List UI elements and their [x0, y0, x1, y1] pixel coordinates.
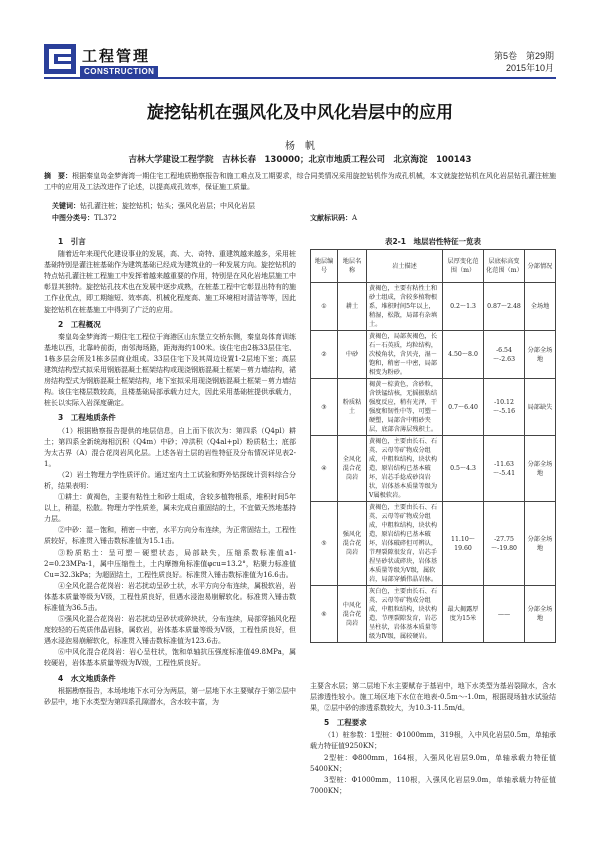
- document-code: [310, 213, 357, 223]
- issue-info: [494, 50, 554, 74]
- table-cell-name: 强风化混合花岗岩: [338, 502, 367, 586]
- author: 杨 帆: [285, 141, 315, 152]
- table-cell-no: ⑥: [311, 586, 338, 643]
- paragraph: ②中砂：湿－饱和，稍密－中密，水平方向分布连续，为正常固结土，工程性质较好，标准贯入锤击数标准值为15.1击。: [44, 526, 296, 546]
- paragraph: ⑥中风化混合花岗岩：岩心呈柱状，饱和单轴抗压强度标准值49.8MPa，属较硬岩，岩体基本质量等级为Ⅳ级，工程性质良好。: [44, 648, 296, 668]
- section-heading: 2 工程概况: [58, 319, 101, 329]
- keywords-label: 关键词：: [52, 202, 80, 210]
- table-header: 层底标高变化范围（m）: [484, 250, 525, 283]
- paragraph: （1）桩参数：1型桩：Φ1000mm，319根，入中风化岩层0.5m，单轴承载力特征值9250KN；: [310, 731, 556, 751]
- keywords-text: 钻孔灌注桩；旋挖钻机；钻头；强风化岩层；中风化岩层: [80, 202, 255, 210]
- table-cell-thick: 0.2～1.3: [443, 283, 484, 331]
- table-row: [311, 379, 556, 436]
- right-column: [310, 681, 556, 797]
- table-cell-elev: ——: [484, 586, 525, 643]
- table-cell-desc: 黄褐色，主要由长石、石英、云母等矿物成分组成，中粗粒结构，块状构造，原岩结构已基本破坏，岩体破碎但可辨认，节理裂隙很发育，岩芯手捏呈砂状或碎块，岩体基本质量等级为Ⅴ级，属软岩，局部穿插伟晶岩脉。: [367, 502, 443, 586]
- issue-date: 2015年10月: [505, 63, 554, 73]
- section-heading: 4 水文地质条件: [58, 673, 116, 683]
- journal-name: 工程管理: [82, 48, 151, 65]
- table-cell-dist: 分部全场地: [525, 331, 556, 379]
- left-column: [44, 233, 296, 708]
- doc-value: A: [352, 214, 358, 222]
- section-heading: 1 引言: [58, 237, 86, 246]
- table-cell-thick: 0.5～4.3: [443, 436, 484, 502]
- abstract: [44, 171, 556, 192]
- paragraph: （1）根据勘察报告提供的地层信息，自上而下依次为：第四系（Q4pl）耕土；第四系全新统海相沉积（Q4m）中砂；冲洪积（Q4al+pl）粉质粘土；底部为太古界（A）混合花岗岩风化层。上述各岩土层的岩性特征及分布情况详见表2-1。: [44, 426, 296, 468]
- keywords: [52, 201, 255, 211]
- table-cell-thick: 最大揭露厚度为15米: [443, 586, 484, 643]
- abstract-label: 摘 要：: [44, 172, 73, 180]
- header-divider: [44, 77, 556, 79]
- table-header: 层厚变化范围（m）: [443, 250, 484, 283]
- table-row: [311, 331, 556, 379]
- table-cell-name: 粉质粘土: [338, 379, 367, 436]
- paragraph: ④全风化混合花岗岩：岩芯扰动呈砂土状，水平方向分布连续，属极软岩，岩体基本质量等级为Ⅴ级，工程性质良好，但遇水浸泡易崩解软化。标准贯入锤击数标准值为36.5击。: [44, 581, 296, 612]
- journal-logo: [44, 44, 76, 74]
- paragraph: ⑤强风化混合花岗岩：岩芯扰动呈砂状或碎块状，分布连续，局部穿插风化程度较轻的石英质伟晶岩脉，属软岩，岩体基本质量等级为Ⅴ级，工程性质良好，但遇水浸泡易崩解软化，标准贯入锤击数标准值为123.6击。: [44, 615, 296, 646]
- clc-value: TL372: [94, 214, 117, 222]
- table-cell-desc: 黄褐色，局部灰褐色，长石－石英质，均粒结构，次棱角状，含贝壳，湿－饱和，稍密－中密，局部相变为粉砂。: [367, 331, 443, 379]
- table-header: 分部情况: [525, 250, 556, 283]
- table-cell-elev: 0.87～2.48: [484, 283, 525, 331]
- paragraph: ①耕土：黄褐色，主要有粘性土和砂土组成，含较多植物根系，堆积时间5年以上，稍湿，松散。物理力学性质差，属未完成自重固结的土，不宜做天然地基持力层。: [44, 493, 296, 524]
- paragraph: 2型桩：Φ800mm，164根，入强风化岩层9.0m，单轴承载力特征值5400KN；: [310, 753, 556, 773]
- journal-name-en: CONSTRUCTION: [80, 66, 158, 77]
- paragraph: （2）岩土物理力学性质评价。通过室内土工试验和野外钻探统计资料综合分析，结果表明：: [44, 470, 296, 490]
- table-cell-dist: 分部全场地: [525, 586, 556, 643]
- strata-table: [310, 249, 556, 643]
- table-cell-desc: 黄褐色，主要由长石、石英、云母等矿物成分组成，中粗粒结构，块状构造，原岩结构已基本破坏，岩芯手捻成砂岗岩状，岩体基本质量等级为Ⅴ属极软岩。: [367, 436, 443, 502]
- table-header: 岩土描述: [367, 250, 443, 283]
- clc-number: [52, 213, 117, 223]
- table-cell-no: ④: [311, 436, 338, 502]
- table-cell-elev: -11.63～-5.41: [484, 436, 525, 502]
- paragraph: 秦皇岛金梦海湾一期住宅工程位于海港区山东堡立交桥东侧，秦皇岛体育训练基地以西，北靠岭前街，南邻海场路，距海海约100米。该住宅由2栋33层住宅、1栋多层会所及1栋多层商业组成。33层住宅下及其周边设置1-2层地下室；高层建筑结构型式拟采用钢筋混凝土框架结构或现浇钢筋混凝土框架－剪力墙结构，裙房结构型式为钢筋混凝土框架结构，地下室拟采用现浇钢筋混凝土框架－剪力墙结构。该住宅楼层数较高，且楼基础局部承载力过大，因此采用基础桩提供承载力，桩长以实际入岩深度确定。: [44, 332, 296, 408]
- table-cell-desc: 黄褐色，主要有粘性土和砂土组成，含较多植物根系，堆积时间5年以上，稍湿，松散，局部有杂填土。: [367, 283, 443, 331]
- table-header-row: [311, 250, 556, 283]
- paragraph: 3型桩：Φ1000mm，110根，入强风化岩层9.0m，单轴承载力特征值7000KN；: [310, 775, 556, 795]
- abstract-text: 根据秦皇岛金梦海湾一期住宅工程地质勘察报告和施工难点及工期要求，综合同类情况采用旋挖钻机作为成孔机械，本文就旋挖钻机在风化岩层钻孔灌注桩施工中的应用及工法改进作了论述，以提高成孔效率，保证施工质量。: [44, 172, 557, 191]
- section-heading: 5 工程要求: [324, 718, 367, 728]
- paragraph: 随着近年来现代化建设事业的发展，高、大、奇特、重建筑越来越多，采用桩基础特别是灌注桩基础作为建筑基础已经成为建筑业的一种发展方向。旋挖钻机的特点钻孔灌注桩工程施工中发挥着越来越重要的作用，特别是在风化岩地层施工中彰显其独特。旋挖钻孔技术也在发展中逐步成熟，在桩基工程中它彰显出特有的施工作业优点，即工期缩短、效率高、机械化程度高、施工环境相对清洁等等，因此旋挖钻机在桩基施工中得到了广泛的应用。: [44, 250, 296, 314]
- table-cell-dist: 全场地: [525, 283, 556, 331]
- table-header: 地层编号: [311, 250, 338, 283]
- table-cell-thick: 4.50～8.0: [443, 331, 484, 379]
- table-cell-name: 耕土: [338, 283, 367, 331]
- table-cell-elev: -27.75～-19.80: [484, 502, 525, 586]
- affiliation: 吉林大学建设工程学院 吉林长春 130000；北京市地质工程公司 北京海淀 100143: [128, 155, 472, 165]
- volume-issue: 第5卷 第29期: [493, 51, 554, 61]
- table-cell-thick: 0.7～6.40: [443, 379, 484, 436]
- article-title: 旋挖钻机在强风化及中风化岩层中的应用: [147, 103, 453, 123]
- paragraph: 主要含水层；第二层地下水主要赋存于基岩中，地下水类型为基岩裂隙水，含水层渗透性较小。施工场区地下水位在地表-0.5m～-1.0m，根据现场抽水试验结果，②层中砂的渗透系数较大，为10.3-11.5m/d。: [310, 682, 556, 713]
- paragraph: 根据勘察报告，本场地地下水可分为两层，第一层地下水主要赋存于第②层中砂层中，地下水类型为第四系孔隙潜水，含水较丰富，为: [44, 686, 296, 706]
- doc-label: 文献标识码：: [310, 214, 352, 222]
- table-cell-name: 中砂: [338, 331, 367, 379]
- table-caption: 表2-1 地层岩性特征一览表: [384, 237, 482, 246]
- table-cell-no: ③: [311, 379, 338, 436]
- table-row: [311, 436, 556, 502]
- table-cell-no: ⑤: [311, 502, 338, 586]
- table-cell-name: 全风化混合花岗岩: [338, 436, 367, 502]
- table-cell-desc: 褐黄－棕黄色，含砂粒，含铁锰结核，无摇振粘结强度反应，稍有光泽，干强度和韧性中等，可塑－硬塑，局部含中粗砂夹层，底部含薄层残积土。: [367, 379, 443, 436]
- paragraph: ③粉质粘土：呈可塑－硬塑状态，局部缺失，压缩系数标准值a1-2=0.23MPa-1，属中压缩性土，土内摩擦角标准值φcu=13.2°，粘聚力标准值Cu=32.3kPa；为超固结土，工程性质良好。标准贯入锤击数标准值为16.6击。: [44, 548, 296, 579]
- table-cell-dist: 分部全场地: [525, 502, 556, 586]
- table-cell-dist: 局部缺失: [525, 379, 556, 436]
- table-cell-thick: 11.10～19.60: [443, 502, 484, 586]
- table-row: [311, 283, 556, 331]
- table-cell-elev: -10.12～-5.16: [484, 379, 525, 436]
- clc-label: 中图分类号：: [52, 214, 94, 222]
- table-cell-dist: 分部全场地: [525, 436, 556, 502]
- table-cell-no: ①: [311, 283, 338, 331]
- table-row: [311, 502, 556, 586]
- table-row: [311, 586, 556, 643]
- table-header: 地层名称: [338, 250, 367, 283]
- section-heading: 3 工程地质条件: [58, 413, 116, 423]
- table-cell-no: ②: [311, 331, 338, 379]
- table-cell-desc: 灰白色，主要由长石、石英、云母等矿物成分组成，中粗粒结构，块状构造，节理裂隙发育，岩芯呈柱状，岩体基本质量等级为Ⅳ级，属较硬岩。: [367, 586, 443, 643]
- table-cell-elev: -6.54～-2.63: [484, 331, 525, 379]
- table-cell-name: 中风化混合花岗岩: [338, 586, 367, 643]
